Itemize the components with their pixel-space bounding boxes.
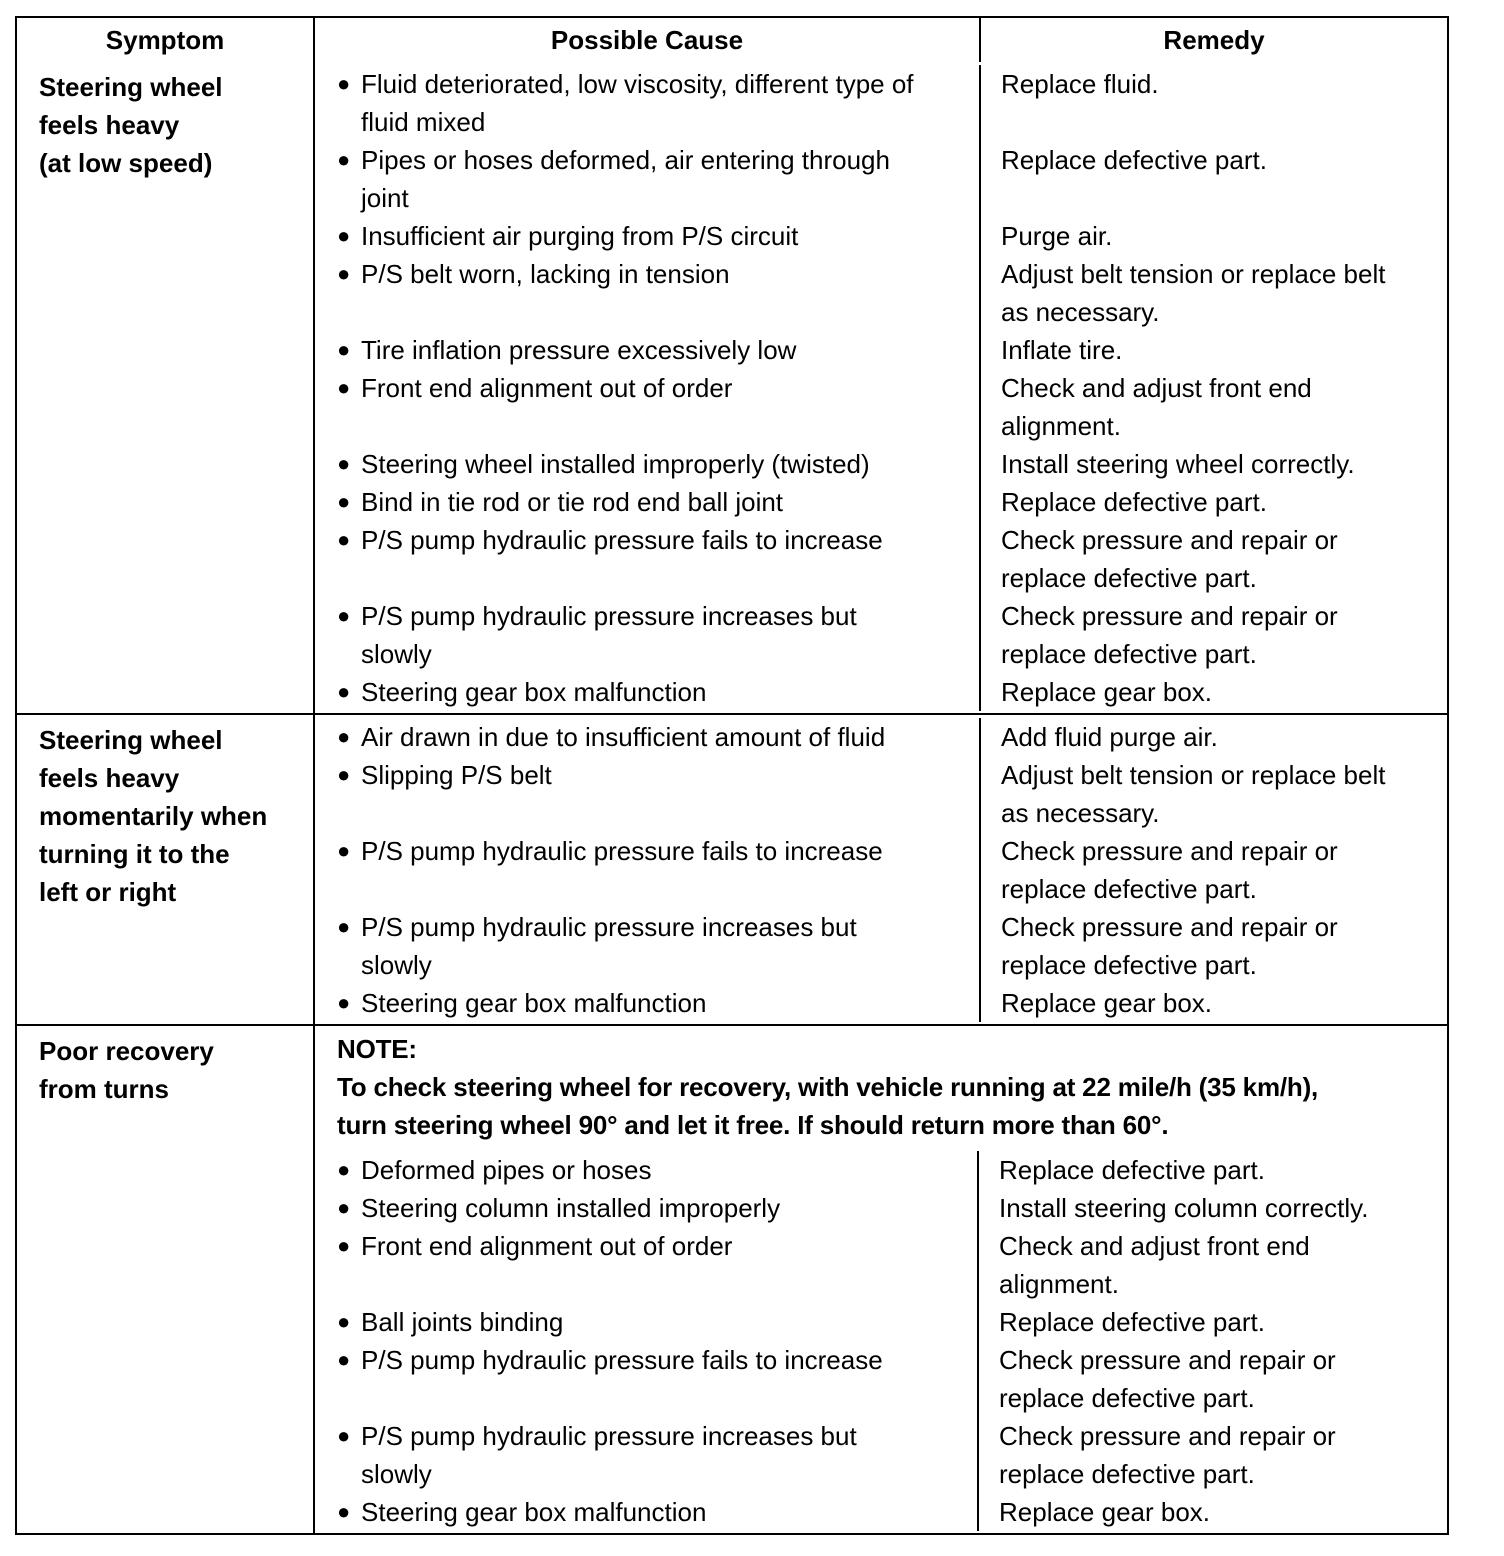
remedy-line: Check pressure and repair or (1001, 836, 1338, 866)
bullet-icon: ● (337, 147, 351, 172)
symptom-cell (17, 62, 315, 713)
cause-remedy-pair (315, 521, 1447, 597)
symptom-line: Steering wheel (39, 725, 223, 755)
remedy-cell (981, 217, 1447, 255)
cause-text (361, 217, 973, 255)
symptom-line: from turns (39, 1074, 169, 1104)
cause-remedy-pair (315, 445, 1447, 483)
bullet-icon: ● (337, 527, 351, 552)
cause-line: Steering gear box malfunction (361, 677, 707, 707)
remedy-cell (981, 832, 1447, 908)
remedy-cell (979, 1303, 1447, 1341)
cause-line: P/S belt worn, lacking in tension (361, 259, 730, 289)
remedy-line: Replace defective part. (1001, 487, 1267, 517)
cause-cell (315, 65, 981, 141)
cause-text (361, 255, 973, 331)
cause-line: Air drawn in due to insufficient amount of fluid (361, 722, 886, 752)
cause-remedy-pair (315, 984, 1447, 1022)
symptom-row (17, 1024, 1447, 1533)
symptom-line: Poor recovery (39, 1036, 214, 1066)
bullet-icon: ● (337, 337, 351, 362)
remedy-line: replace defective part. (1001, 563, 1257, 593)
cause-remedy-pair (315, 673, 1447, 711)
cause-text (361, 1341, 971, 1417)
bullet-icon: ● (337, 1309, 351, 1334)
cause-cell (315, 217, 981, 255)
cause-text (361, 1493, 971, 1531)
remedy-cell (981, 756, 1447, 832)
cause-remedy-pair (315, 483, 1447, 521)
symptom-line: Steering wheel (39, 72, 223, 102)
bullet-icon: ● (337, 838, 351, 863)
header-remedy: Remedy (1163, 25, 1265, 55)
cause-text (361, 65, 973, 141)
cause-remedy-pair (315, 718, 1447, 756)
remedy-cell (981, 521, 1447, 597)
bullet-icon: ● (337, 1157, 351, 1182)
cause-text (361, 1151, 971, 1189)
header-possible-cause: Possible Cause (315, 18, 981, 62)
note-line: To check steering wheel for recovery, with vehicle running at 22 mile/h (35 km/h), (337, 1072, 1319, 1102)
cause-cell (315, 483, 981, 521)
remedy-line: Replace defective part. (1001, 145, 1267, 175)
bullet-icon: ● (337, 489, 351, 514)
remedy-cell (979, 1151, 1447, 1189)
remedy-line: replace defective part. (1001, 874, 1257, 904)
cause-cell (315, 445, 981, 483)
pairs-list (315, 715, 1447, 1024)
remedy-cell (981, 673, 1447, 711)
remedy-line: Replace defective part. (999, 1155, 1265, 1185)
cause-remedy-pair (315, 331, 1447, 369)
remedy-cell (981, 65, 1447, 141)
remedy-cell (981, 445, 1447, 483)
remedy-cell (981, 331, 1447, 369)
remedy-line: Check pressure and repair or (1001, 525, 1338, 555)
symptom-line: left or right (39, 877, 177, 907)
cause-line: Front end alignment out of order (361, 1231, 733, 1261)
cause-text (361, 1227, 971, 1303)
cause-remedy-pair (315, 1341, 1447, 1417)
remedy-line: Add fluid purge air. (1001, 722, 1218, 752)
cause-remedy-pair (315, 1189, 1447, 1227)
remedy-cell (981, 255, 1447, 331)
cause-line: Steering gear box malfunction (361, 1497, 707, 1527)
bullet-icon: ● (337, 375, 351, 400)
pairs-list (315, 1148, 1447, 1533)
cause-remedy-pair (315, 1227, 1447, 1303)
cause-line: Slipping P/S belt (361, 760, 552, 790)
symptom-line: feels heavy (39, 763, 180, 793)
cause-cell (315, 369, 981, 445)
cause-text (361, 673, 973, 711)
remedy-cell (979, 1417, 1447, 1493)
cause-text (361, 1417, 971, 1493)
cause-cell (315, 832, 981, 908)
cause-text (361, 1303, 971, 1341)
bullet-icon: ● (337, 762, 351, 787)
remedy-line: Replace fluid. (1001, 69, 1159, 99)
cause-line: Steering gear box malfunction (361, 988, 707, 1018)
cause-remedy-area (315, 1026, 1447, 1533)
remedy-cell (981, 141, 1447, 217)
remedy-line: Adjust belt tension or replace belt (1001, 259, 1386, 289)
remedy-line: Replace defective part. (999, 1307, 1265, 1337)
cause-line: slowly (361, 950, 432, 980)
troubleshooting-table (15, 16, 1449, 1535)
cause-text (361, 521, 973, 597)
remedy-cell (979, 1227, 1447, 1303)
remedy-line: Purge air. (1001, 221, 1113, 251)
bullet-icon: ● (337, 679, 351, 704)
symptom-row (17, 62, 1447, 713)
bullet-icon: ● (337, 914, 351, 939)
remedy-line: Inflate tire. (1001, 335, 1123, 365)
bullet-icon: ● (337, 223, 351, 248)
cause-remedy-pair (315, 369, 1447, 445)
remedy-line: Check pressure and repair or (1001, 601, 1338, 631)
cause-cell (315, 673, 981, 711)
remedy-cell (981, 369, 1447, 445)
cause-line: Ball joints binding (361, 1307, 564, 1337)
cause-cell (315, 1151, 979, 1189)
cause-text (361, 445, 973, 483)
cause-line: P/S pump hydraulic pressure fails to increase (361, 1345, 883, 1375)
symptom-row (17, 713, 1447, 1024)
remedy-line: Install steering column correctly. (999, 1193, 1369, 1223)
cause-cell (315, 1189, 979, 1227)
note-line: NOTE: (337, 1034, 417, 1064)
remedy-line: replace defective part. (1001, 950, 1257, 980)
remedy-line: alignment. (999, 1269, 1119, 1299)
cause-remedy-pair (315, 1303, 1447, 1341)
symptom-line: turning it to the (39, 839, 230, 869)
symptom-line: (at low speed) (39, 148, 213, 178)
remedy-line: as necessary. (1001, 297, 1160, 327)
cause-line: Pipes or hoses deformed, air entering through (361, 145, 890, 175)
cause-cell (315, 1493, 979, 1531)
cause-cell (315, 1227, 979, 1303)
cause-cell (315, 1341, 979, 1417)
remedy-cell (981, 908, 1447, 984)
cause-remedy-area (315, 62, 1447, 713)
bullet-icon: ● (337, 1347, 351, 1372)
cause-remedy-pair (315, 1417, 1447, 1493)
cause-line: Fluid deteriorated, low viscosity, different type of (361, 69, 914, 99)
cause-text (361, 718, 973, 756)
cause-line: Steering column installed improperly (361, 1193, 781, 1223)
remedy-cell (981, 984, 1447, 1022)
cause-text (361, 832, 973, 908)
bullet-icon: ● (337, 1233, 351, 1258)
cause-text (361, 331, 973, 369)
remedy-line: Check pressure and repair or (999, 1345, 1336, 1375)
cause-remedy-pair (315, 65, 1447, 141)
header-row (17, 18, 1447, 62)
remedy-line: Check and adjust front end (999, 1231, 1310, 1261)
note-block (315, 1026, 1447, 1148)
remedy-line: Replace gear box. (999, 1497, 1211, 1527)
cause-remedy-pair (315, 1151, 1447, 1189)
symptom-cell (17, 1026, 315, 1533)
cause-line: fluid mixed (361, 107, 486, 137)
cause-cell (315, 331, 981, 369)
cause-line: slowly (361, 639, 432, 669)
cause-cell (315, 255, 981, 331)
remedy-line: alignment. (1001, 411, 1121, 441)
cause-remedy-pair (315, 908, 1447, 984)
cause-text (361, 984, 973, 1022)
remedy-line: Replace gear box. (1001, 677, 1213, 707)
remedy-cell (981, 597, 1447, 673)
cause-text (361, 908, 973, 984)
bullet-icon: ● (337, 724, 351, 749)
cause-line: P/S pump hydraulic pressure increases but (361, 1421, 857, 1451)
header-symptom: Symptom (17, 18, 315, 62)
cause-text (361, 141, 973, 217)
cause-cell (315, 1417, 979, 1493)
bullet-icon: ● (337, 261, 351, 286)
cause-cell (315, 597, 981, 673)
cause-text (361, 597, 973, 673)
cause-line: Steering wheel installed improperly (twisted) (361, 449, 870, 479)
cause-line: P/S pump hydraulic pressure fails to increase (361, 525, 883, 555)
cause-cell (315, 756, 981, 832)
cause-remedy-pair (315, 832, 1447, 908)
cause-cell (315, 984, 981, 1022)
cause-line: Tire inflation pressure excessively low (361, 335, 797, 365)
bullet-icon: ● (337, 1499, 351, 1524)
cause-line: joint (361, 183, 409, 213)
bullet-icon: ● (337, 1423, 351, 1448)
cause-line: Bind in tie rod or tie rod end ball joint (361, 487, 784, 517)
cause-remedy-pair (315, 756, 1447, 832)
cause-text (361, 369, 973, 445)
cause-remedy-pair (315, 141, 1447, 217)
remedy-line: replace defective part. (999, 1459, 1255, 1489)
bullet-icon: ● (337, 451, 351, 476)
remedy-cell (979, 1189, 1447, 1227)
cause-line: P/S pump hydraulic pressure increases but (361, 912, 857, 942)
cause-line: Front end alignment out of order (361, 373, 733, 403)
pairs-list (315, 62, 1447, 713)
remedy-cell (981, 718, 1447, 756)
cause-remedy-area (315, 715, 1447, 1024)
remedy-line: as necessary. (1001, 798, 1160, 828)
cause-line: P/S pump hydraulic pressure fails to increase (361, 836, 883, 866)
note-line: turn steering wheel 90° and let it free. If should return more than 60°. (337, 1110, 1169, 1140)
remedy-cell (981, 483, 1447, 521)
remedy-line: Adjust belt tension or replace belt (1001, 760, 1386, 790)
remedy-line: Check and adjust front end (1001, 373, 1312, 403)
cause-text (361, 483, 973, 521)
remedy-line: Check pressure and repair or (999, 1421, 1336, 1451)
cause-text (361, 1189, 971, 1227)
cause-text (361, 756, 973, 832)
cause-line: slowly (361, 1459, 432, 1489)
remedy-line: replace defective part. (999, 1383, 1255, 1413)
bullet-icon: ● (337, 990, 351, 1015)
cause-remedy-pair (315, 597, 1447, 673)
remedy-cell (979, 1341, 1447, 1417)
symptom-line: feels heavy (39, 110, 180, 140)
cause-line: P/S pump hydraulic pressure increases but (361, 601, 857, 631)
remedy-cell (979, 1493, 1447, 1531)
cause-line: Deformed pipes or hoses (361, 1155, 652, 1185)
remedy-line: Check pressure and repair or (1001, 912, 1338, 942)
cause-remedy-pair (315, 217, 1447, 255)
cause-remedy-pair (315, 255, 1447, 331)
bullet-icon: ● (337, 1195, 351, 1220)
remedy-line: Install steering wheel correctly. (1001, 449, 1355, 479)
cause-cell (315, 521, 981, 597)
symptom-cell (17, 715, 315, 1024)
bullet-icon: ● (337, 603, 351, 628)
cause-line: Insufficient air purging from P/S circuit (361, 221, 799, 251)
cause-cell (315, 908, 981, 984)
cause-cell (315, 1303, 979, 1341)
bullet-icon: ● (337, 71, 351, 96)
remedy-line: Replace gear box. (1001, 988, 1213, 1018)
cause-remedy-pair (315, 1493, 1447, 1531)
remedy-line: replace defective part. (1001, 639, 1257, 669)
symptom-line: momentarily when (39, 801, 268, 831)
cause-cell (315, 718, 981, 756)
cause-cell (315, 141, 981, 217)
